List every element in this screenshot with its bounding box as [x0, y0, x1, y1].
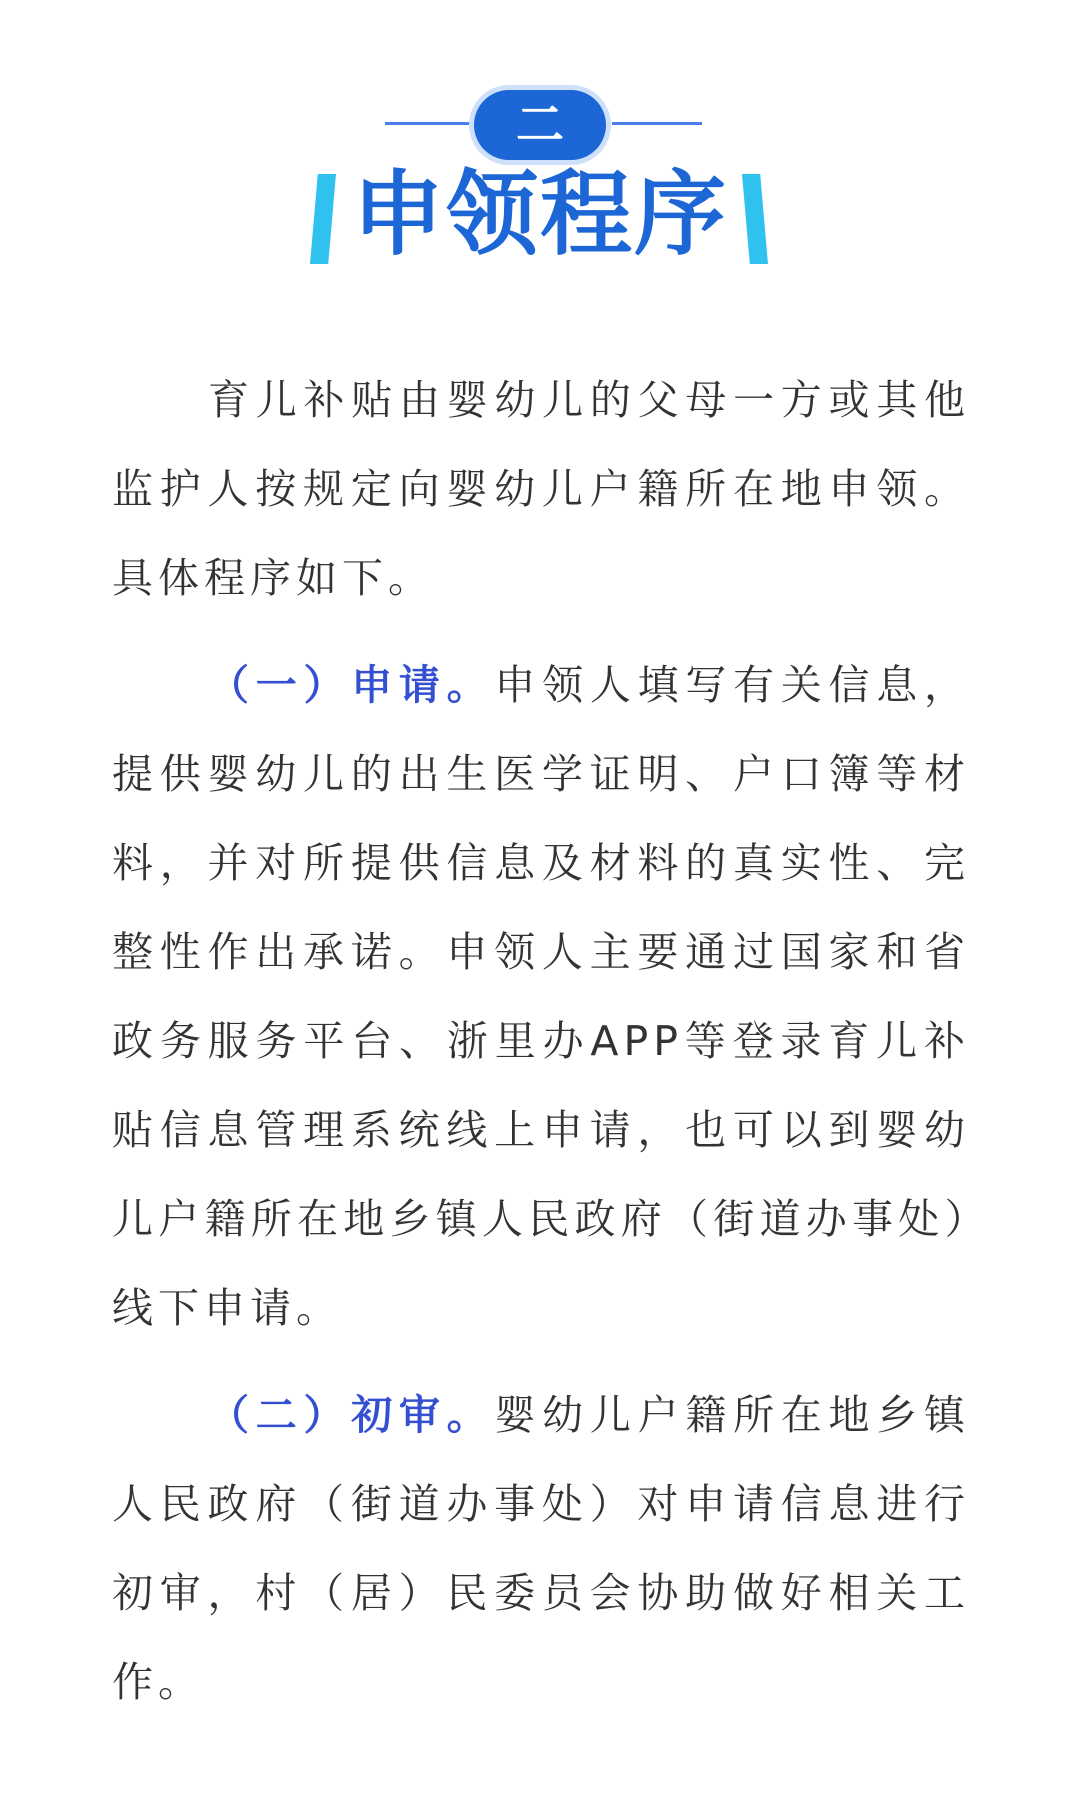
step-2-heading: （二）初审。 — [208, 1391, 495, 1439]
right-bracket-decoration — [742, 174, 768, 264]
step-1-paragraph — [112, 641, 970, 1353]
step-2-paragraph — [112, 1371, 970, 1727]
right-divider-line — [612, 122, 702, 125]
step-1-text: 申领人填写有关信息，提供婴幼儿的出生医学证明、户口簿等材料，并对所提供信息及材料的真实性、完整性作出承诺。申领人主要通过国家和省政务服务平台、浙里办APP等登录育儿补贴信息管理系统线上申请，也可以到婴幼儿户籍所在地乡镇人民政府（街道办事处）线下申请。 — [112, 661, 971, 1332]
left-divider-line — [385, 122, 475, 125]
step-1-heading: （一）申请。 — [208, 661, 495, 709]
intro-paragraph: 育儿补贴由婴幼儿的父母一方或其他监护人按规定向婴幼儿户籍所在地申领。具体程序如下。 — [112, 376, 970, 602]
section-title: 申领程序 — [351, 161, 728, 268]
section-header — [0, 0, 1080, 300]
section-number-badge: 二 — [474, 90, 606, 160]
left-bracket-decoration — [310, 174, 336, 264]
article-body — [112, 356, 970, 1727]
step-2-text: 婴幼儿户籍所在地乡镇人民政府（街道办事处）对申请信息进行初审，村（居）民委员会协助做好相关工作。 — [112, 1391, 971, 1706]
